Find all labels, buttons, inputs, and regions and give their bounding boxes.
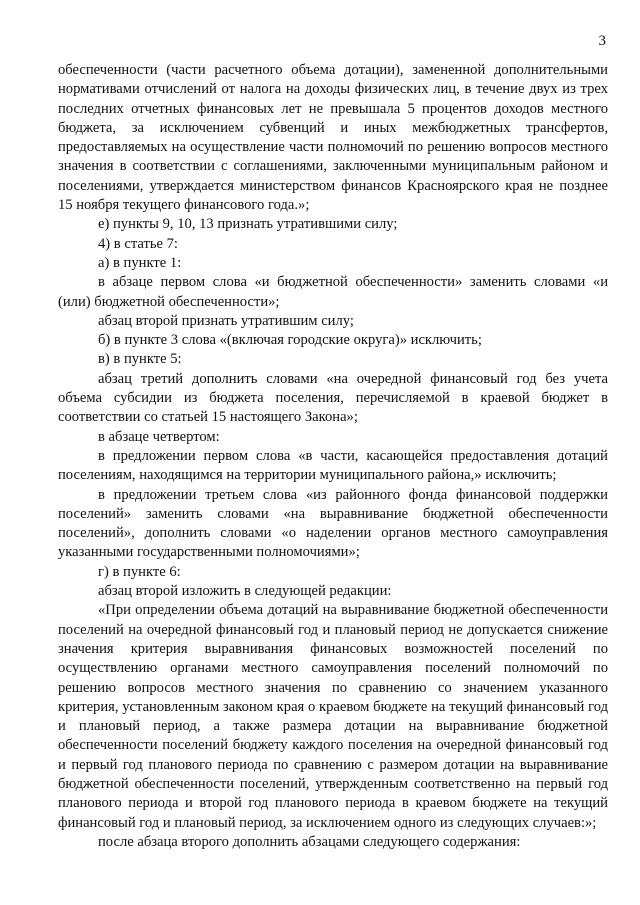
paragraph: 4) в статье 7: [98,235,178,252]
paragraph: в) в пункте 5: [98,351,182,368]
paragraph: г) в пункте 6: [98,563,181,580]
paragraph: обеспеченности (части расчетного объема дотации), замененной дополнительными нормативами отчислений от налога на доходы физических лиц, в течение двух из трех последних отчетных финансовых лет не превышала 5 процентов доходов местного бюджета, за исключением субвенций и иных межбюджетных трансфертов, предоставляемых на осуществление части полномочий по решению вопросов местного значения в соответствии с соглашениями, заключенными муниципальным районом и поселениями, утверждается министерством финансов Красноярского края не позднее 15 ноября текущего финансового года.»; [58,62,608,214]
paragraph: а) в пункте 1: [98,254,182,271]
paragraph: е) пункты 9, 10, 13 признать утратившими силу; [98,216,398,233]
page-number: 3 [598,33,606,49]
paragraph: в абзаце четвертом: [98,428,220,445]
paragraph: б) в пункте 3 слова «(включая городские округа)» исключить; [98,332,482,349]
paragraph: в абзаце первом слова «и бюджетной обеспеченности» заменить словами «и (или) бюджетной обеспеченности»; [58,274,608,310]
paragraph: в предложении третьем слова «из районного фонда финансовой поддержки поселений» заменить словами «на выравнивание бюджетной обеспеченности поселений», дополнить словами «о наделении органов местного самоуправления указанными государственными полномочиями»; [58,486,608,561]
paragraph: абзац второй изложить в следующей редакции: [98,583,392,600]
paragraph: абзац второй признать утратившим силу; [98,312,354,329]
paragraph: «При определении объема дотаций на выравнивание бюджетной обеспеченности поселений на очередной финансовый год и плановый период не допускается снижение значения критерия выравнивания финансовых возможностей поселений по осуществлению органами местного самоуправления поселений полномочий по решению вопросов местного значения по сравнению со значением указанного критерия, установленным законом края о краевом бюджете на текущий финансовый год и плановый период, а также размера дотации на выравнивание бюджетной обеспеченности поселений бюджету каждого поселения на очередной финансовый год и первый год планового периода по сравнению с размером дотации на выравнивание бюджетной обеспеченности поселений, утвержденным соответственно на первый год планового периода и второй год планового периода в краевом бюджете на текущий финансовый год и плановый период, за исключением одного из следующих случаев:»; [58,602,608,831]
paragraph: в предложении первом слова «в части, касающейся предоставления дотаций поселениям, находящимся на территории муниципального района,» исключить; [58,447,608,484]
document-body [58,61,608,852]
paragraph: после абзаца второго дополнить абзацами следующего содержания: [98,833,521,850]
paragraph: абзац третий дополнить словами «на очередной финансовый год без учета объема субсидии из бюджета поселения, перечисляемой в краевой бюджет в соответствии со статьей 15 настоящего Закона»; [58,370,608,426]
